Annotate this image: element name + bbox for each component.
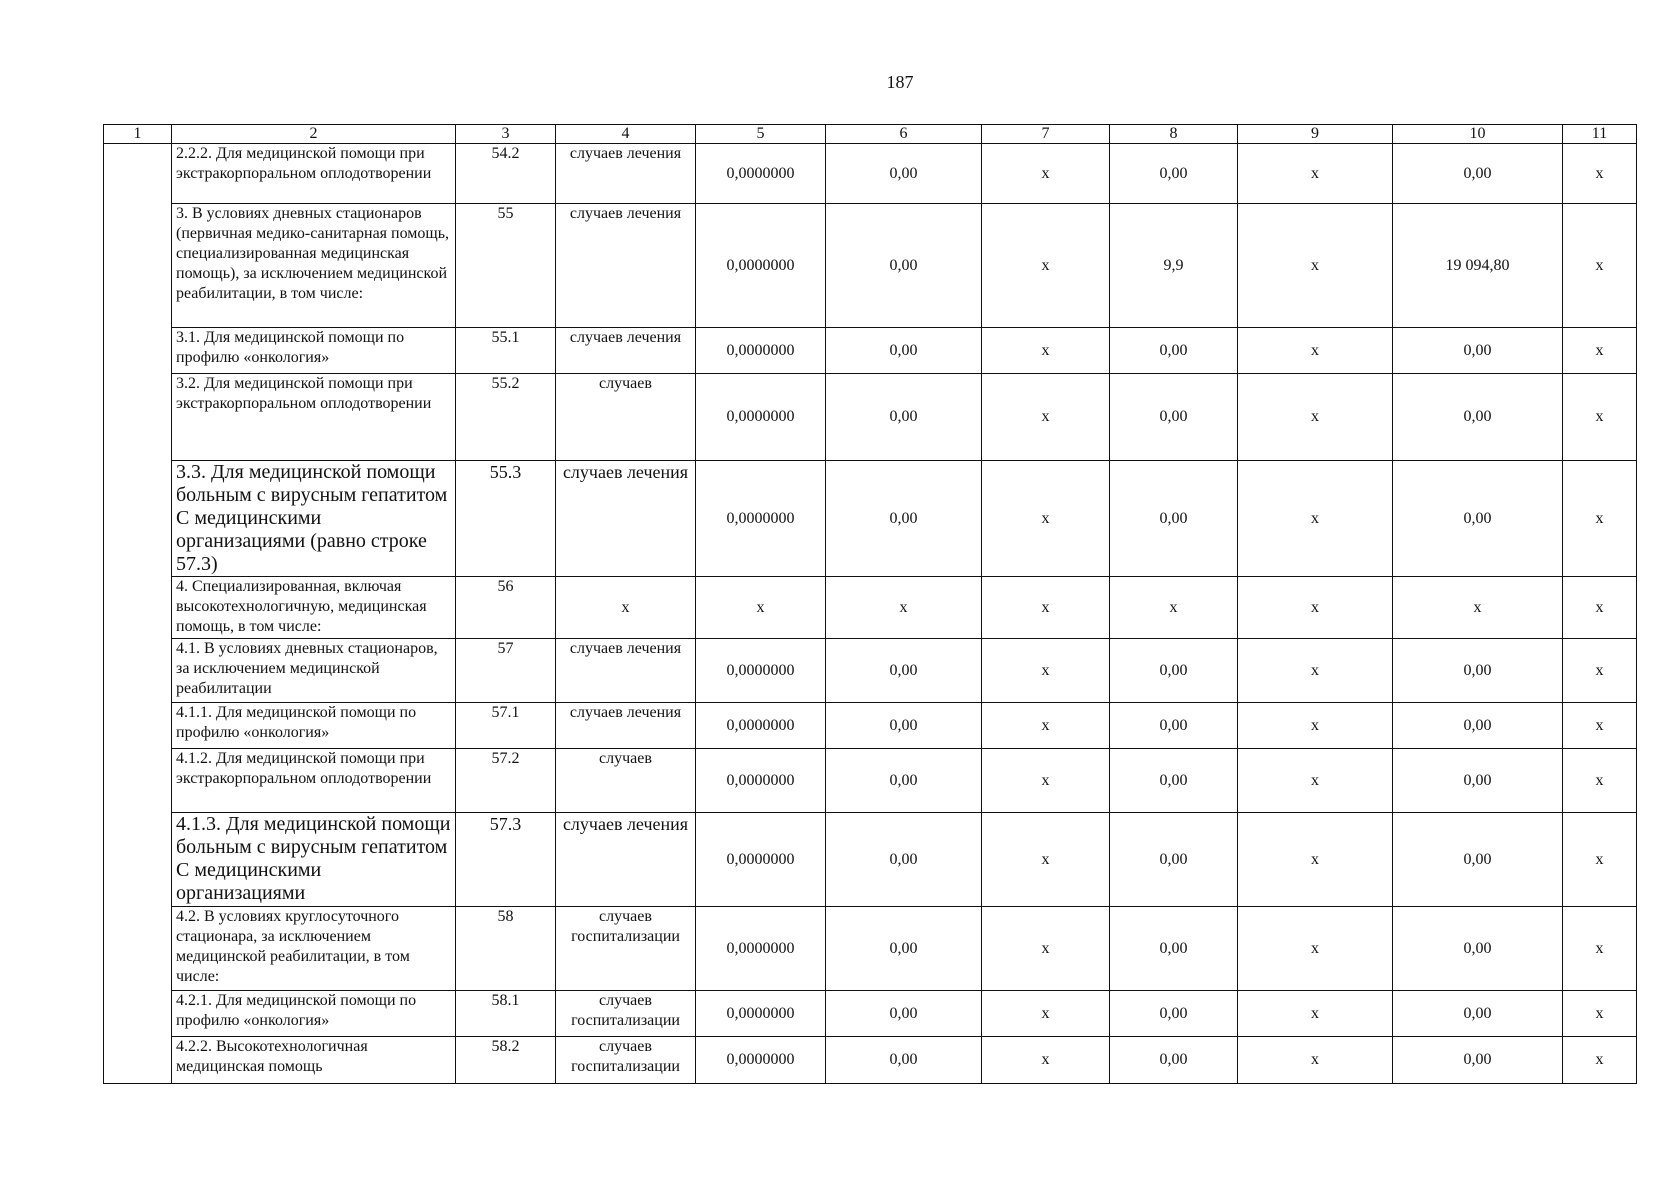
table-row xyxy=(104,813,1637,907)
value-cell: x xyxy=(982,907,1110,991)
value-cell: x xyxy=(1393,577,1563,639)
value-cell: 0,0000000 xyxy=(696,1037,826,1084)
value-cell: 0,00 xyxy=(826,374,982,461)
value-cell: x xyxy=(826,577,982,639)
value-cell: 0,0000000 xyxy=(696,461,826,577)
value-cell: 0,00 xyxy=(826,749,982,813)
value-cell: x xyxy=(1238,1037,1393,1084)
value-cell: x xyxy=(982,813,1110,907)
value-cell: 0,00 xyxy=(1110,813,1238,907)
row-name-cell: 4.1. В условиях дневных стационаров, за исключением медицинской реабилитации xyxy=(172,639,456,703)
value-cell: 0,00 xyxy=(1393,703,1563,749)
value-cell: x xyxy=(982,749,1110,813)
row-code-cell: 58.1 xyxy=(456,991,556,1037)
value-cell: 0,00 xyxy=(1110,328,1238,374)
value-cell: x xyxy=(982,374,1110,461)
value-cell: x xyxy=(1238,749,1393,813)
value-cell: 0,00 xyxy=(1393,639,1563,703)
value-cell: x xyxy=(696,577,826,639)
value-cell: x xyxy=(982,991,1110,1037)
unit-cell: случаев лечения xyxy=(556,639,696,703)
value-cell: 0,00 xyxy=(1110,461,1238,577)
value-cell: x xyxy=(982,1037,1110,1084)
value-cell: 0,00 xyxy=(826,639,982,703)
table-row xyxy=(104,1037,1637,1084)
value-cell: x xyxy=(1110,577,1238,639)
value-cell: 0,00 xyxy=(1393,991,1563,1037)
table-row xyxy=(104,204,1637,328)
value-cell: x xyxy=(1563,328,1637,374)
value-cell: x xyxy=(982,703,1110,749)
column-header: 7 xyxy=(982,125,1110,144)
value-cell: 0,00 xyxy=(1110,144,1238,204)
table-row xyxy=(104,749,1637,813)
column-header: 5 xyxy=(696,125,826,144)
value-cell: 0,0000000 xyxy=(696,813,826,907)
table-row xyxy=(104,703,1637,749)
value-cell: 0,0000000 xyxy=(696,374,826,461)
value-cell: 0,0000000 xyxy=(696,703,826,749)
column-header: 1 xyxy=(104,125,172,144)
table-row xyxy=(104,328,1637,374)
row-code-cell: 58 xyxy=(456,907,556,991)
value-cell: 0,00 xyxy=(826,991,982,1037)
value-cell: x xyxy=(1563,144,1637,204)
value-cell: 9,9 xyxy=(1110,204,1238,328)
value-cell: 0,00 xyxy=(1110,374,1238,461)
unit-cell: случаев лечения xyxy=(556,204,696,328)
unit-cell: случаев госпитализации xyxy=(556,1037,696,1084)
value-cell: 0,0000000 xyxy=(696,749,826,813)
value-cell: 0,0000000 xyxy=(696,639,826,703)
row-name-cell: 4.2. В условиях круглосуточного стационара, за исключением медицинской реабилитации, в том числе: xyxy=(172,907,456,991)
unit-cell: случаев xyxy=(556,749,696,813)
row-code-cell: 56 xyxy=(456,577,556,639)
row-name-cell: 4.1.2. Для медицинской помощи при экстракорпоральном оплодотворении xyxy=(172,749,456,813)
value-cell: 0,00 xyxy=(1110,907,1238,991)
column-header: 4 xyxy=(556,125,696,144)
value-cell: x xyxy=(982,328,1110,374)
row-name-cell: 3.1. Для медицинской помощи по профилю «онкология» xyxy=(172,328,456,374)
value-cell: 0,00 xyxy=(1393,328,1563,374)
row-name-cell: 3.3. Для медицинской помощи больным с вирусным гепатитом С медицинскими организациями (равно строке 57.3) xyxy=(172,461,456,577)
table-row xyxy=(104,577,1637,639)
row-code-cell: 58.2 xyxy=(456,1037,556,1084)
value-cell: x xyxy=(982,639,1110,703)
row-code-cell: 55.3 xyxy=(456,461,556,577)
value-cell: x xyxy=(1238,703,1393,749)
value-cell: x xyxy=(1238,639,1393,703)
value-cell: 0,00 xyxy=(1393,1037,1563,1084)
unit-cell: случаев госпитализации xyxy=(556,907,696,991)
value-cell: 0,00 xyxy=(826,461,982,577)
value-cell: x xyxy=(1238,991,1393,1037)
column-header: 11 xyxy=(1563,125,1637,144)
row-name-cell: 3.2. Для медицинской помощи при экстракорпоральном оплодотворении xyxy=(172,374,456,461)
row-code-cell: 55.2 xyxy=(456,374,556,461)
unit-cell: случаев лечения xyxy=(556,328,696,374)
value-cell: x xyxy=(1238,577,1393,639)
value-cell: 0,00 xyxy=(826,328,982,374)
value-cell: x xyxy=(982,204,1110,328)
unit-cell: случаев лечения xyxy=(556,461,696,577)
value-cell: 0,00 xyxy=(1393,144,1563,204)
value-cell: x xyxy=(1563,204,1637,328)
row-code-cell: 54.2 xyxy=(456,144,556,204)
value-cell: 0,00 xyxy=(826,144,982,204)
row-name-cell: 4.2.1. Для медицинской помощи по профилю «онкология» xyxy=(172,991,456,1037)
row-code-cell: 55.1 xyxy=(456,328,556,374)
row-code-cell: 57.3 xyxy=(456,813,556,907)
value-cell: 0,00 xyxy=(1110,1037,1238,1084)
row-code-cell: 55 xyxy=(456,204,556,328)
value-cell: x xyxy=(1563,813,1637,907)
value-cell: x xyxy=(1563,1037,1637,1084)
value-cell: 0,00 xyxy=(1393,749,1563,813)
value-cell: 0,00 xyxy=(1110,703,1238,749)
row-code-cell: 57.1 xyxy=(456,703,556,749)
value-cell: x xyxy=(1563,703,1637,749)
row-name-cell: 4.2.2. Высокотехнологичная медицинская помощь xyxy=(172,1037,456,1084)
table-header-row xyxy=(104,125,1637,144)
row-name-cell: 4. Специализированная, включая высокотехнологичную, медицинская помощь, в том числе: xyxy=(172,577,456,639)
table-row xyxy=(104,991,1637,1037)
row-name-cell: 2.2.2. Для медицинской помощи при экстракорпоральном оплодотворении xyxy=(172,144,456,204)
value-cell: 0,00 xyxy=(1393,461,1563,577)
value-cell: 0,00 xyxy=(1393,813,1563,907)
page-number: 187 xyxy=(886,72,914,92)
table-row xyxy=(104,461,1637,577)
value-cell: x xyxy=(982,577,1110,639)
value-cell: x xyxy=(1238,204,1393,328)
column-header: 10 xyxy=(1393,125,1563,144)
value-cell: 0,00 xyxy=(1393,907,1563,991)
value-cell: x xyxy=(982,461,1110,577)
table-row xyxy=(104,639,1637,703)
value-cell: 0,00 xyxy=(1110,991,1238,1037)
unit-cell: случаев лечения xyxy=(556,703,696,749)
table-row xyxy=(104,144,1637,204)
unit-cell: случаев xyxy=(556,374,696,461)
column-header: 3 xyxy=(456,125,556,144)
table-row xyxy=(104,907,1637,991)
column-header: 8 xyxy=(1110,125,1238,144)
unit-cell: случаев госпитализации xyxy=(556,991,696,1037)
value-cell: 0,00 xyxy=(1110,749,1238,813)
column-header: 9 xyxy=(1238,125,1393,144)
unit-cell: случаев лечения xyxy=(556,144,696,204)
value-cell: x xyxy=(982,144,1110,204)
value-cell: 0,00 xyxy=(1393,374,1563,461)
value-cell: x xyxy=(1563,991,1637,1037)
value-cell: 0,0000000 xyxy=(696,907,826,991)
value-cell: 0,00 xyxy=(826,703,982,749)
value-cell: 0,00 xyxy=(826,204,982,328)
table-row xyxy=(104,374,1637,461)
value-cell: 0,00 xyxy=(826,1037,982,1084)
unit-cell: x xyxy=(556,577,696,639)
value-cell: 0,0000000 xyxy=(696,204,826,328)
value-cell: 0,0000000 xyxy=(696,991,826,1037)
value-cell: x xyxy=(1238,907,1393,991)
unit-cell: случаев лечения xyxy=(556,813,696,907)
row-name-cell: 4.1.3. Для медицинской помощи больным с вирусным гепатитом С медицинскими организациями xyxy=(172,813,456,907)
value-cell: x xyxy=(1238,813,1393,907)
value-cell: 0,0000000 xyxy=(696,328,826,374)
value-cell: 0,00 xyxy=(1110,639,1238,703)
value-cell: 0,0000000 xyxy=(696,144,826,204)
value-cell: 0,00 xyxy=(826,813,982,907)
row-code-cell: 57 xyxy=(456,639,556,703)
data-table xyxy=(103,124,1637,1084)
value-cell: x xyxy=(1238,461,1393,577)
column-header: 6 xyxy=(826,125,982,144)
value-cell: x xyxy=(1563,749,1637,813)
row-name-cell: 4.1.1. Для медицинской помощи по профилю «онкология» xyxy=(172,703,456,749)
value-cell: x xyxy=(1238,328,1393,374)
value-cell: x xyxy=(1563,461,1637,577)
value-cell: x xyxy=(1238,144,1393,204)
value-cell: x xyxy=(1563,577,1637,639)
row-name-cell: 3. В условиях дневных стационаров (первичная медико-санитарная помощь, специализированная медицинская помощь), за исключением медицинской реабилитации, в том числе: xyxy=(172,204,456,328)
value-cell: x xyxy=(1238,374,1393,461)
value-cell: x xyxy=(1563,907,1637,991)
row-code-cell: 57.2 xyxy=(456,749,556,813)
value-cell: 0,00 xyxy=(826,907,982,991)
value-cell: x xyxy=(1563,639,1637,703)
column-header: 2 xyxy=(172,125,456,144)
column-1-cell xyxy=(104,144,172,1084)
value-cell: 19 094,80 xyxy=(1393,204,1563,328)
value-cell: x xyxy=(1563,374,1637,461)
